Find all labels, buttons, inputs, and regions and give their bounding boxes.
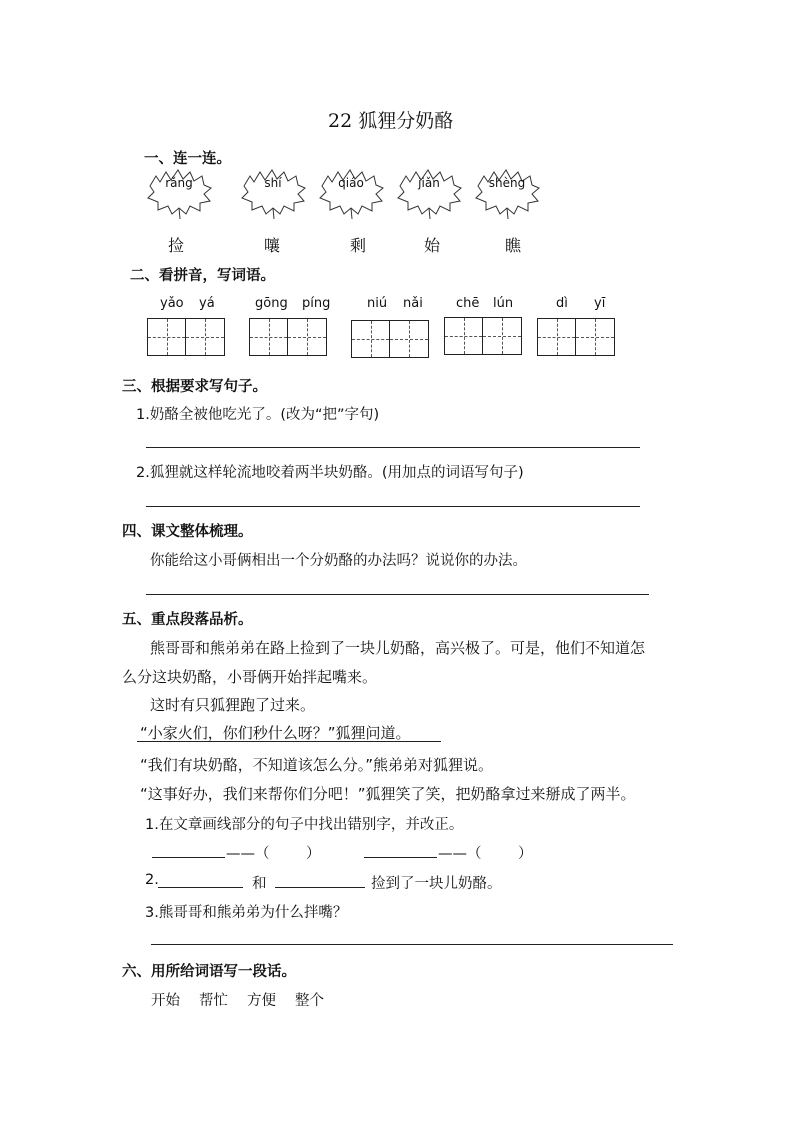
section-5-question-2-prefix: 2.: [145, 872, 159, 888]
blank-line[interactable]: [152, 857, 225, 858]
pinyin-2b: píng: [302, 296, 331, 311]
word-1: 开始: [151, 993, 180, 1009]
word-2: 帮忙: [199, 993, 228, 1009]
leaf-card-1: [144, 168, 214, 220]
section-6-heading: 六、用所给词语写一段话。: [122, 964, 296, 980]
pinyin-4a: chē: [456, 296, 480, 311]
pinyin-1b: yá: [199, 296, 215, 311]
writing-grid-1[interactable]: [147, 318, 225, 356]
writing-cell[interactable]: [186, 319, 224, 355]
passage-underline: [137, 741, 441, 742]
pinyin-2a: gōng: [255, 296, 288, 311]
leaf-card-3: [316, 168, 386, 220]
blank-line[interactable]: [158, 887, 243, 888]
writing-grid-2[interactable]: [249, 318, 327, 356]
writing-cell[interactable]: [288, 319, 326, 355]
paren-close: ）: [306, 846, 321, 862]
writing-grid-4[interactable]: [444, 317, 522, 355]
writing-grid-3[interactable]: [351, 320, 429, 358]
writing-cell[interactable]: [250, 319, 288, 355]
section-3-question-1: 1.奶酪全被他吃光了。(改为“把”字句): [136, 407, 380, 423]
writing-cell[interactable]: [352, 321, 390, 357]
word-4: 整个: [295, 993, 324, 1009]
leaf-card-2: [238, 168, 308, 220]
answer-line[interactable]: [151, 944, 673, 945]
section-5-question-1: 1.在文章画线部分的句子中找出错别字，并改正。: [145, 817, 464, 833]
leaf-card-5: [472, 168, 542, 220]
character-3: 剩: [350, 236, 367, 255]
section-1-heading: 一、连一连。: [144, 151, 231, 167]
section-5-question-3: 3.熊哥哥和熊弟弟为什么拌嘴？: [145, 905, 348, 921]
passage-underlined-line: “小家火们，你们秒什么呀？”狐狸问道。: [140, 724, 411, 742]
character-1: 捡: [168, 236, 185, 255]
writing-cell[interactable]: [148, 319, 186, 355]
writing-cell[interactable]: [538, 319, 576, 355]
pinyin-3a: niú: [367, 296, 388, 311]
section-5-heading: 五、重点段落品析。: [122, 612, 253, 628]
section-3-question-2: 2.狐狸就这样轮流地咬着两半块奶酪。(用加点的词语写句子): [136, 465, 524, 481]
pinyin-1a: yǎo: [160, 296, 184, 311]
section-4-question: 你能给这小哥俩相出一个分奶酪的办法吗？说说你的办法。: [150, 553, 527, 569]
pinyin-label: rǎng: [165, 176, 193, 190]
leaf-card-4: [394, 168, 464, 220]
writing-grid-5[interactable]: [537, 318, 615, 356]
character-5: 瞧: [505, 236, 522, 255]
section-4-heading: 四、课文整体梳理。: [122, 524, 253, 540]
paren-close: ）: [518, 846, 533, 862]
pinyin-label: jiǎn: [418, 176, 440, 190]
writing-cell[interactable]: [390, 321, 428, 357]
dash-paren-open: ——（: [226, 846, 270, 862]
answer-line[interactable]: [146, 594, 649, 595]
passage-line: 熊哥哥和熊弟弟在路上捡到了一块儿奶酪，高兴极了。可是，他们不知道怎: [150, 639, 646, 657]
passage-line: “这事好办，我们来帮你们分吧！”狐狸笑了笑，把奶酪拿过来掰成了两半。: [140, 785, 636, 803]
question-2-suffix: 捡到了一块儿奶酪。: [371, 876, 502, 892]
dash-paren-open: ——（: [438, 846, 482, 862]
section-2-heading: 二、看拼音，写词语。: [130, 268, 275, 284]
pinyin-label: shèng: [488, 176, 526, 190]
question-2-and: 和: [252, 876, 267, 892]
writing-cell[interactable]: [445, 318, 483, 354]
character-2: 嚷: [264, 236, 281, 255]
pinyin-label: shí: [264, 176, 282, 190]
passage-line: 么分这块奶酪，小哥俩开始拌起嘴来。: [122, 668, 378, 686]
page-title: 22 狐狸分奶酪: [328, 110, 454, 132]
passage-line: 这时有只狐狸跑了过来。: [150, 696, 316, 714]
pinyin-label: qiáo: [338, 176, 364, 190]
pinyin-5a: dì: [556, 296, 568, 311]
section-3-heading: 三、根据要求写句子。: [122, 379, 267, 395]
writing-cell[interactable]: [483, 318, 521, 354]
writing-cell[interactable]: [576, 319, 614, 355]
pinyin-4b: lún: [493, 296, 514, 311]
passage-line: “我们有块奶酪，不知道该怎么分。”熊弟弟对狐狸说。: [140, 756, 494, 774]
answer-line[interactable]: [146, 447, 640, 448]
pinyin-5b: yī: [594, 296, 606, 311]
word-3: 方便: [247, 993, 276, 1009]
pinyin-3b: nǎi: [403, 296, 423, 311]
blank-line[interactable]: [364, 857, 437, 858]
blank-line[interactable]: [275, 887, 365, 888]
answer-line[interactable]: [146, 506, 640, 507]
character-4: 始: [424, 236, 441, 255]
